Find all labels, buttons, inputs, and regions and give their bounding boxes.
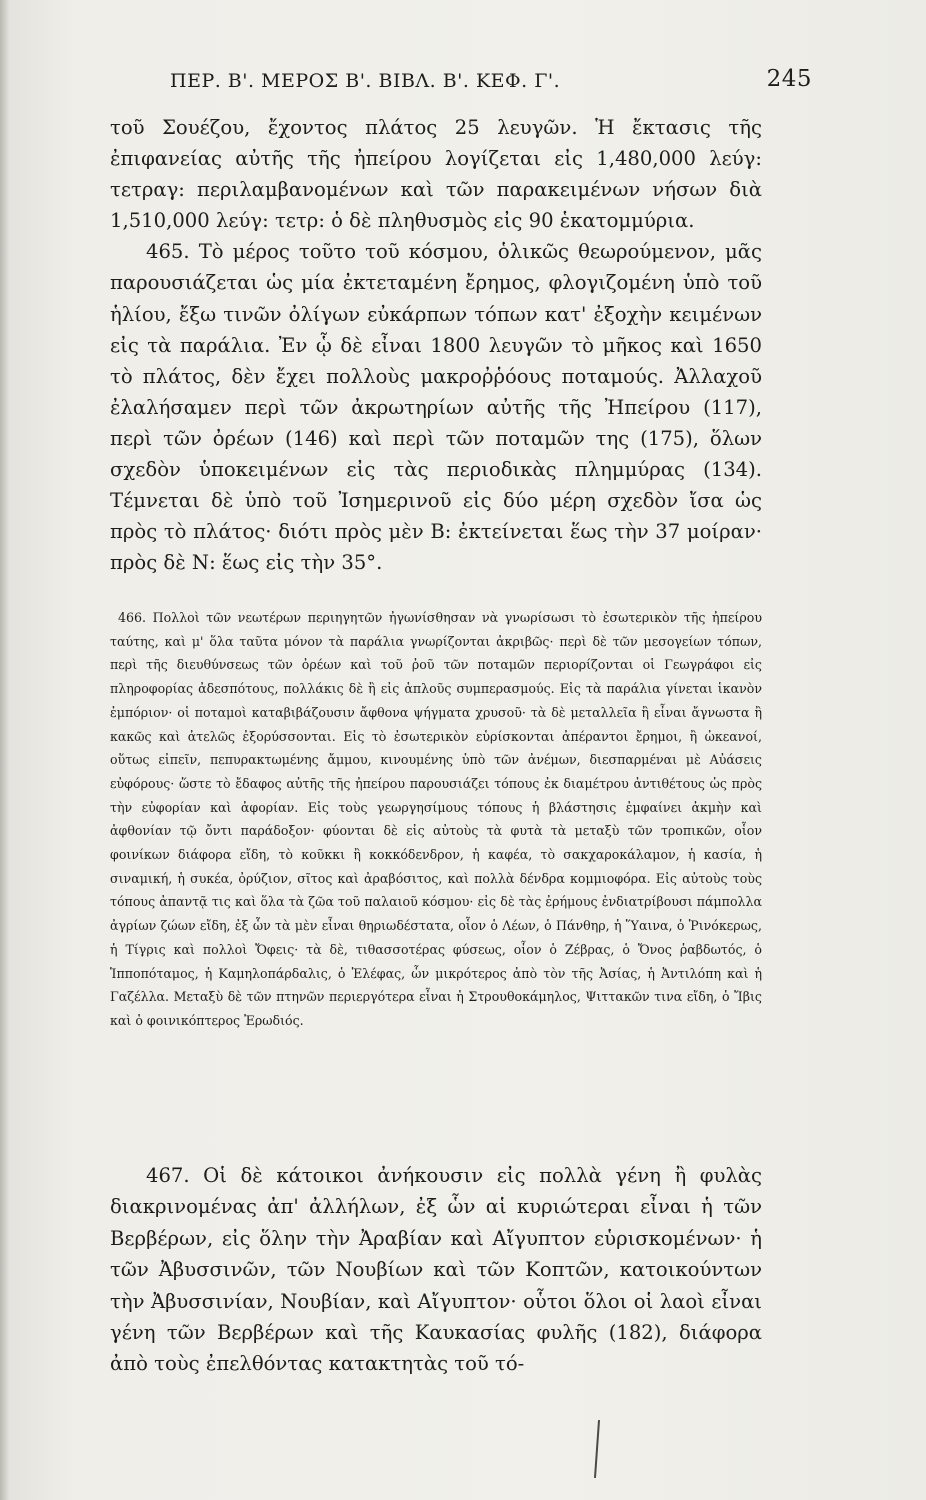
paragraph-465: 465. Τὸ μέρος τοῦτο τοῦ κόσμου, ὁλικῶς θεωρούμενον, μᾶς παρουσιάζεται ὡς μία ἐκτεταμένη ἔρημος, φλογιζομένη ὑπὸ τοῦ ἡλίου, ἔξω τινῶν ὀλίγων εὐκάρπων τόπων κατ' ἐξοχὴν κειμένων εἰς τὰ παράλια. Ἐν ᾧ δὲ εἶναι 1800 λευγῶν τὸ μῆκος καὶ 1650 τὸ πλάτος, δὲν ἔχει πολλοὺς μακροῤῥόους ποταμούς. Ἀλλαχοῦ ἐλαλήσαμεν περὶ τῶν ἀκρωτηρίων αὐτῆς τῆς Ἠπείρου (117), περὶ τῶν ὀρέων (146) καὶ περὶ τῶν ποταμῶν της (175), ὅλων σχεδὸν ὑποκειμένων εἰς τὰς περιοδικὰς πλημμύρας (134). Τέμνεται δὲ ὑπὸ τοῦ Ἰσημερινοῦ εἰς δύο μέρη σχεδὸν ἴσα ὡς πρὸς τὸ πλάτος· διότι πρὸς μὲν Β: ἐκτείνεται ἕως τὴν 37 μοίραν· πρὸς δὲ Ν: ἕως εἰς τὴν 35°. — [110, 240, 762, 575]
paragraph-467: 467. Οἱ δὲ κάτοικοι ἀνήκουσιν εἰς πολλὰ γένη ἢ φυλὰς διακρινομένας ἀπ' ἀλλήλων, ἐξ ὧν αἱ κυριώτεραι εἶναι ἡ τῶν Βερβέρων, εἰς ὅλην τὴν Ἀραβίαν καὶ Αἴγυπτον εὑρισκομένων· ἡ τῶν Ἀβυσσινῶν, τῶν Νουβίων καὶ τῶν Κοπτῶν, κατοικούντων τὴν Ἀβυσσινίαν, Νουβίαν, καὶ Αἴγυπτον· οὗτοι ὅλοι οἱ λαοὶ εἶναι γένη τῶν Βερβέρων καὶ τῆς Καυκασίας φυλῆς (182), διάφορα ἀπὸ τοὺς ἐπελθόντας κατακτητὰς τοῦ τό- — [110, 1164, 762, 1376]
paragraph-466: 466. Πολλοὶ τῶν νεωτέρων περιηγητῶν ἠγωνίσθησαν νὰ γνωρίσωσι τὸ ἐσωτερικὸν τῆς ἠπείρου ταύτης, καὶ μ' ὅλα ταῦτα μόνον τὰ παράλια γνωρίζονται ἀκριβῶς· περὶ δὲ τῶν μεσογείων τόπων, περὶ τῆς διευθύνσεως τῶν ὀρέων καὶ τοῦ ῥοῦ τῶν ποταμῶν περιορίζονται οἱ Γεωγράφοι εἰς πληροφορίας ἀδεσπότους, πολλάκις δὲ ἢ εἰς ἁπλοῦς συμπερασμούς. Εἰς τὰ παράλια γίνεται ἱκανὸν ἐμπόριον· οἱ ποταμοὶ καταβιβάζουσιν ἄφθονα ψήγματα χρυσοῦ· τὰ δὲ μεταλλεῖα ἢ εἶναι ἄγνωστα ἢ κακῶς καὶ ἀτελῶς ἐξορύσσονται. Εἰς τὸ ἐσωτερικὸν εὑρίσκονται ἀπέραντοι ἔρημοι, ἢ ὠκεανοί, οὕτως εἰπεῖν, πεπυρακτωμένης ἄμμου, κινουμένης ὑπὸ τῶν ἀνέμων, διεσπαρμέναι μὲ Αὐάσεις εὐφόρους· ὥστε τὸ ἔδαφος αὐτῆς τῆς ἠπείρου παρουσιάζει τόπους ἐκ διαμέτρου ἀντιθέτους ὡς πρὸς τὴν εὐφορίαν καὶ ἀφορίαν. Εἰς τοὺς γεωργησίμους τόπους ἡ βλάστησις ἐμφαίνει ἀκμὴν καὶ ἀφθονίαν τῷ ὄντι παράδοξον· φύονται δὲ εἰς αὐτοὺς τὰ φυτὰ τὰ μεταξὺ τῶν τροπικῶν, οἷον φοινίκων διάφορα εἴδη, τὸ κοῦκκι ἢ κοκκόδενδρον, ἡ καφέα, τὸ σακχαροκάλαμον, ἡ κασία, ἡ σιναμική, ἡ συκέα, ὀρύζιον, σῖτος καὶ ἀραβόσιτος, καὶ πολλὰ δένδρα κομμιοφόρα. Εἰς αὐτοὺς τοὺς τόπους ἀπαντᾷ τις καὶ ὅλα τὰ ζῶα τοῦ παλαιοῦ κόσμου· εἰς δὲ τὰς ἐρήμους ἐνδιατρίβουσι πάμπολλα ἀγρίων ζώων εἴδη, ἐξ ὧν τὰ μὲν εἶναι θηριωδέστατα, οἷον ὁ Λέων, ὁ Πάνθηρ, ἡ Ὕαινα, ὁ Ῥινόκερως, ἡ Τίγρις καὶ πολλοὶ Ὄφεις· τὰ δὲ, τιθασσοτέρας φύσεως, οἷον ὁ Ζέβρας, ὁ Ὄνος ῥαβδωτός, ὁ Ἱπποπόταμος, ἡ Καμηλοπάρδαλις, ὁ Ἐλέφας, ὧν μικρότερος ἀπὸ τὸν τῆς Ἀσίας, ἡ Ἀντιλόπη καὶ ἡ Γαζέλλα. Μεταξὺ δὲ τῶν πτηνῶν περιεργότερα εἶναι ἡ Στρουθοκάμηλος, Ψιττακῶν τινα εἴδη, ὁ Ἴβις καὶ ὁ φοινικόπτερος Ἐρωδιός. — [110, 610, 762, 1028]
ink-mark — [594, 1420, 600, 1478]
running-header — [100, 64, 812, 100]
page-number: 245 — [766, 66, 812, 92]
page-edge-shadow — [0, 0, 10, 1500]
opening-paragraph: τοῦ Σουέζου, ἔχοντος πλάτος 25 λευγῶν. Ἡ ἔκτασις τῆς ἐπιφανείας αὐτῆς τῆς ἠπείρου λογίζεται εἰς 1,480,000 λεύγ: τετραγ: περιλαμβανομένων καὶ τῶν παρακειμένων νήσων διὰ 1,510,000 λεύγ: τετρ: ὁ δὲ πληθυσμὸς εἰς 90 ἑκατομμύρια. — [110, 116, 762, 233]
header-title: ΠΕΡ. Β'. ΜΕΡΟΣ Β'. ΒΙΒΛ. Β'. ΚΕΦ. Γ'. — [170, 70, 561, 92]
small-print-section — [110, 606, 762, 1033]
closing-text — [110, 1160, 762, 1380]
main-text — [110, 112, 762, 578]
